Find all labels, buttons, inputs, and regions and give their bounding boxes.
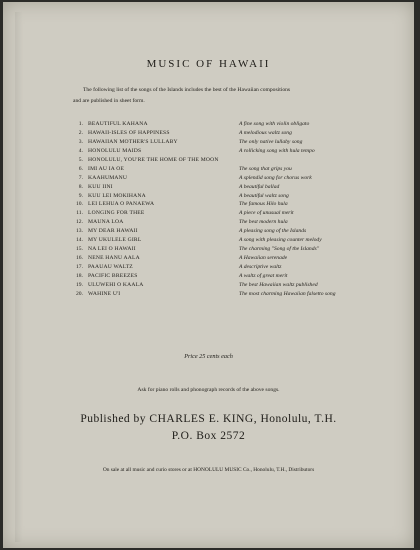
song-title: NA LEI O HAWAII [88, 246, 136, 253]
song-row [71, 210, 401, 219]
sheet-music-page [3, 2, 414, 548]
song-row [71, 237, 401, 246]
song-number: 13. [76, 228, 83, 235]
song-number: 4. [78, 147, 83, 154]
song-title: MAUNA LOA [88, 219, 124, 226]
song-row [71, 264, 401, 273]
song-title: HAWAIIAN MOTHER'S LULLABY [88, 138, 178, 145]
song-title: IMI AU IA OE [88, 165, 125, 172]
song-description: The only native lullaby song [239, 138, 303, 145]
song-row [71, 219, 401, 228]
song-title: HAWAII-ISLES OF HAPPINESS [88, 129, 170, 136]
intro-line: The following list of the songs of the Islands includes the best of the Hawaiian compositions [83, 87, 291, 93]
song-row [71, 193, 401, 202]
song-title: HONOLULU, YOU'RE THE HOME OF THE MOON [88, 156, 219, 163]
song-number: 19. [76, 281, 83, 288]
song-number: 10. [76, 201, 83, 208]
song-title: ULUWEHI O KAALA [88, 281, 144, 288]
song-row [71, 246, 401, 255]
song-title: HONOLULU MAIDS [88, 147, 142, 154]
song-number: 6. [78, 165, 83, 172]
song-row [71, 201, 401, 210]
song-number: 5. [78, 156, 83, 163]
distributor-note: On sale at all music and curio stores or at HONOLULU MUSIC Co., Honolulu, T.H., Distributors [102, 467, 315, 473]
song-title: KUU IINI [88, 183, 113, 190]
records-note: Ask for piano rolls and phonograph records of the above songs. [137, 387, 280, 393]
page-title: MUSIC OF HAWAII [146, 58, 271, 70]
song-description: A fine song with violin obligato [239, 121, 310, 127]
song-description: The best modern hula [239, 219, 288, 226]
song-row [71, 291, 401, 300]
song-row [71, 184, 401, 193]
song-description: A rollicking song with hula tempo [239, 147, 315, 154]
song-description: A song with pleasing counter melody [239, 237, 322, 244]
song-title: LONGING FOR THEE [88, 210, 145, 217]
song-description: A beautiful waltz song [239, 192, 289, 199]
song-title: PAAUAU WALTZ [88, 264, 133, 270]
song-row [71, 175, 401, 184]
song-description: A splendid song for chorus work [239, 174, 312, 181]
song-number: 11. [76, 210, 83, 217]
song-row [71, 282, 401, 291]
song-number: 8. [78, 183, 83, 190]
song-title: MY DEAR HAWAII [88, 228, 138, 235]
song-row [71, 148, 401, 157]
song-number: 3. [78, 138, 83, 145]
song-number: 14. [76, 237, 83, 244]
song-number: 15. [76, 246, 83, 253]
song-row [71, 157, 401, 166]
song-description: A beautiful ballad [239, 183, 280, 190]
song-description: A waltz of great merit [239, 272, 288, 279]
publisher-line: Published by CHARLES E. KING, Honolulu, T.H. [80, 413, 337, 425]
song-number: 12. [76, 219, 83, 226]
song-title: MY UKULELE GIRL [88, 237, 142, 244]
song-title: LEI LEHUA O PANAEWA [88, 201, 155, 208]
song-description: A Hawaiian serenade [239, 255, 288, 262]
song-title: BEAUTIFUL KAHANA [88, 121, 148, 127]
song-title: KUU LEI MOKIHANA [88, 192, 146, 199]
song-description: The famous Hilo hula [239, 201, 288, 208]
song-description: The most charming Hawaiian falsetto song [239, 290, 336, 297]
song-number: 1. [78, 121, 83, 127]
song-number: 18. [76, 272, 83, 279]
song-number: 2. [78, 129, 83, 136]
song-description: The best Hawaiian waltz published [239, 281, 318, 288]
song-row [71, 166, 401, 175]
song-description: A piece of unusual merit [239, 210, 294, 217]
song-number: 7. [78, 174, 83, 181]
song-row [71, 228, 401, 237]
song-number: 20. [76, 290, 83, 297]
song-row [71, 255, 401, 264]
song-title: KAAHUMANU [88, 174, 128, 181]
song-description: A descriptive waltz [239, 264, 282, 270]
song-title: WAHINE U'I [88, 290, 121, 297]
song-number: 16. [76, 255, 83, 262]
song-title: NENE HANU AALA [88, 255, 140, 262]
song-description: A melodious waltz song [239, 129, 292, 136]
song-description: The song that grips you [239, 165, 292, 172]
song-number: 17. [76, 264, 83, 270]
song-description: A pleasing song of the Islands [239, 228, 307, 235]
song-description: The charming "Song of the Islands" [239, 246, 320, 253]
song-list [71, 121, 401, 300]
song-row [71, 139, 401, 148]
price-note: Price 25 cents each [184, 353, 233, 360]
intro-paragraph [73, 85, 373, 107]
song-row [71, 273, 401, 282]
intro-line: and are published in sheet form. [73, 98, 145, 104]
po-box-line: P.O. Box 2572 [171, 430, 246, 442]
song-row [71, 121, 401, 130]
song-row [71, 130, 401, 139]
song-number: 9. [78, 192, 83, 199]
song-title: PACIFIC BREEZES [88, 272, 138, 279]
